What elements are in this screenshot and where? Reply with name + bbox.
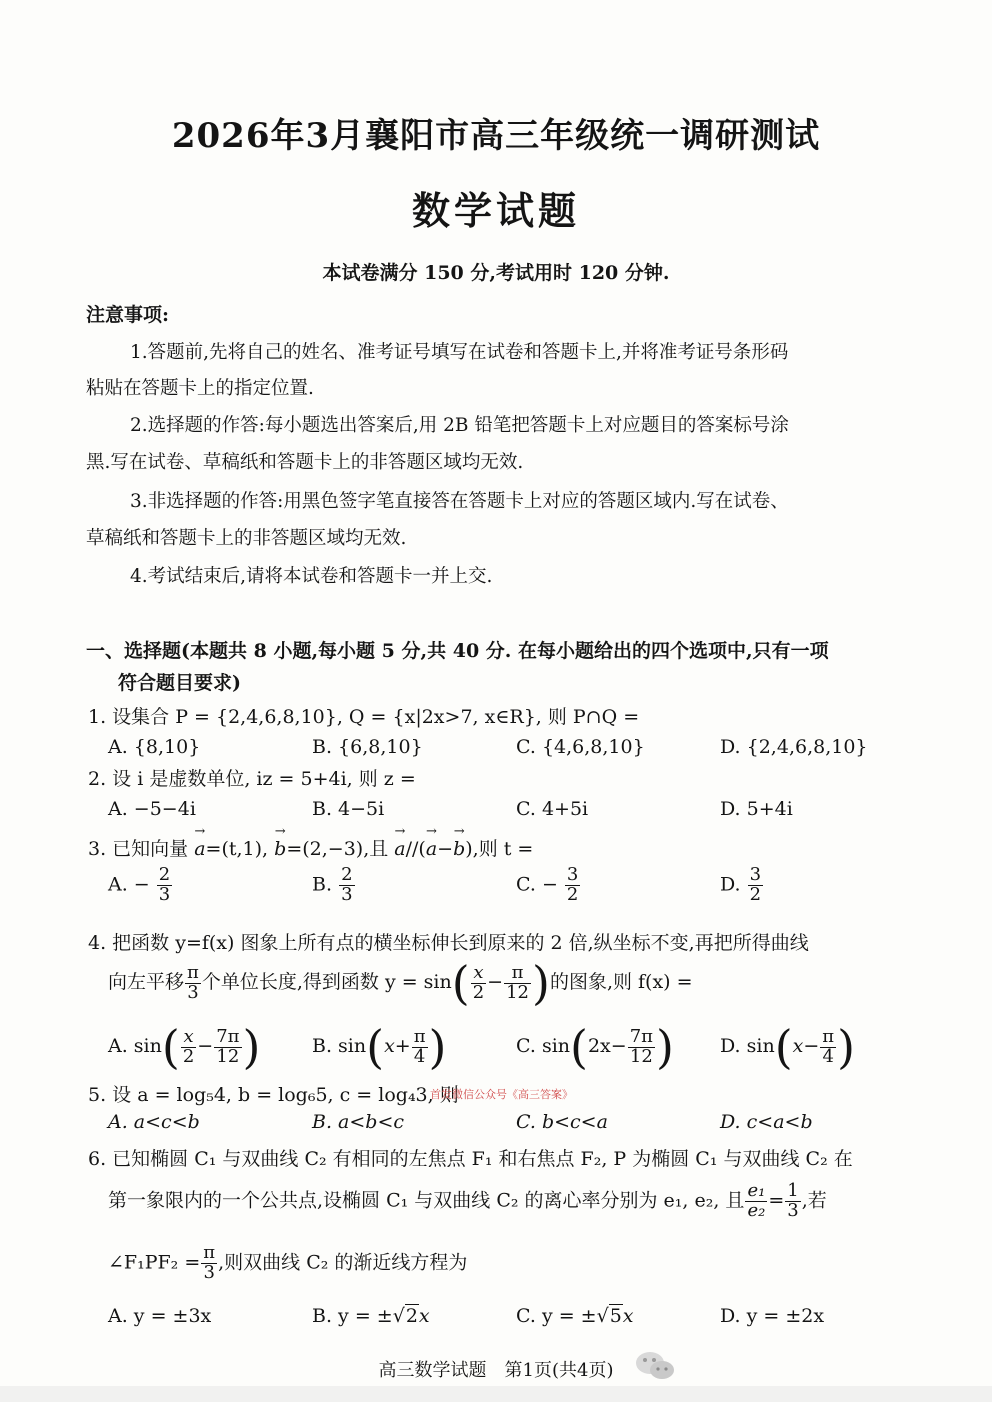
notice-item-2-cont: 黑.写在试卷、草稿纸和答题卡上的非答题区域均无效. (86, 452, 524, 473)
q4-mid: 个单位长度,得到函数 y = sin (201, 971, 452, 993)
q4-x-fraction: $\frac{x}{2}$ (472, 961, 485, 1003)
q3-b-label: B. (312, 873, 333, 896)
question-6-option-a[interactable]: A. y = ±3x (108, 1305, 212, 1327)
q4-c-frac: $\frac{7\pi}{12}$ (629, 1025, 653, 1067)
q3-a-fraction: $\frac{2}{3}$ (158, 864, 171, 905)
notice-heading: 注意事项: (86, 304, 170, 326)
q3-d-label: D. (720, 873, 741, 896)
q4-b-label: B. sin (312, 1035, 367, 1057)
page-footer: 高三数学试题 第1页(共4页) (378, 1360, 614, 1381)
notice-item-2: 2.选择题的作答:每小题选出答案后,用 2B 铅笔把答题卡上对应题目的答案标号涂 (130, 415, 789, 436)
question-1-option-c[interactable]: C. {4,6,8,10} (516, 736, 645, 758)
q4-minus: − (487, 971, 504, 993)
paren-left: ( (161, 1020, 180, 1074)
q6-line2-pre: 第一象限内的一个公共点,设椭圆 C₁ 与双曲线 C₂ 的离心率分别为 e₁, e₂, 且 (108, 1189, 745, 1212)
q4-d-frac: $\frac{\pi}{4}$ (822, 1025, 835, 1067)
q3-c-label: C. − (516, 873, 558, 896)
paren-left: ( (570, 1020, 588, 1074)
q6-c-pre: C. y = ± (516, 1305, 597, 1327)
vector-a: → a (194, 838, 205, 860)
q6-b-post: x (418, 1305, 430, 1327)
notice-item-4: 4.考试结束后,请将本试卷和答题卡一并上交. (130, 566, 493, 587)
question-2-option-a[interactable]: A. −5−4i (108, 798, 196, 820)
q4-b-frac: $\frac{\pi}{4}$ (413, 1025, 426, 1067)
question-2-option-c[interactable]: C. 4+5i (516, 798, 589, 820)
question-5-stem: 5. 设 a = log₅4, b = log₆5, c = log₄3, 则 (88, 1084, 459, 1106)
paren-right: ) (656, 1020, 674, 1074)
question-4-option-a[interactable] (108, 1020, 261, 1074)
q6-ratio-value: $\frac{1}{3}$ (787, 1180, 799, 1221)
vector-a-3: → a (426, 838, 437, 860)
q3-parallel: //( (405, 838, 426, 860)
vector-a-2: → a (394, 838, 405, 860)
q6-e-ratio: $\frac{\text{e₁}}{\text{e₂}}$ (747, 1180, 766, 1221)
question-3-option-b[interactable] (312, 866, 356, 905)
wechat-icon (632, 1349, 678, 1383)
paren-left: ( (774, 1020, 793, 1074)
question-1-option-b[interactable]: B. {6,8,10} (312, 736, 423, 758)
bottom-edge (0, 1386, 992, 1402)
notice-item-1-cont: 粘贴在答题卡上的指定位置. (86, 378, 314, 399)
notice-item-3: 3.非选择题的作答:用黑色签字笔直接答在答题卡上对应的答题区域内.写在试卷、 (130, 491, 789, 512)
sqrt-icon: √ (596, 1305, 609, 1327)
q4-d-label: D. sin (720, 1035, 775, 1057)
question-6-stem-line2 (108, 1182, 827, 1221)
q4-a-frac2: $\frac{7\pi}{12}$ (216, 1025, 240, 1067)
q4-a-minus: − (197, 1035, 214, 1057)
paren-right: ) (428, 1020, 447, 1074)
paren-right: ) (531, 956, 550, 1010)
notice-item-3-cont: 草稿纸和答题卡上的非答题区域均无效. (86, 528, 407, 549)
q3-c-fraction: $\frac{3}{2}$ (566, 864, 579, 905)
q6-b-radicand: 2 (405, 1305, 418, 1327)
q4-pre: 向左平移 (108, 971, 185, 993)
q6-c-radicand: 5 (609, 1305, 622, 1327)
question-6-stem-line3 (108, 1244, 467, 1283)
q3-b-fraction: $\frac{2}{3}$ (341, 864, 353, 905)
q4-c-label: C. sin (516, 1035, 571, 1057)
question-1-option-d[interactable]: D. {2,4,6,8,10} (720, 736, 868, 758)
question-5-option-a[interactable]: A. a<c<b (108, 1111, 200, 1133)
q4-a-label: A. sin (108, 1035, 162, 1057)
question-1-stem: 1. 设集合 P = {2,4,6,8,10}, Q = {x|2x>7, x∈R}, 则 P∩Q = (88, 706, 640, 728)
paren-left: ( (451, 956, 470, 1010)
q4-shift-fraction: $\frac{\pi}{3}$ (187, 961, 199, 1003)
paren-right: ) (242, 1020, 261, 1074)
question-3-option-c[interactable] (516, 866, 581, 905)
question-4-option-b[interactable] (312, 1020, 447, 1074)
q6-angle-fraction: $\frac{\pi}{3}$ (203, 1242, 216, 1283)
question-2-option-b[interactable]: B. 4−5i (312, 798, 385, 820)
sqrt-icon: √ (392, 1305, 405, 1327)
question-2-stem: 2. 设 i 是虚数单位, iz = 5+4i, 则 z = (88, 768, 416, 790)
q6-c-post: x (622, 1305, 634, 1327)
exam-info: 本试卷满分 150 分,考试用时 120 分钟. (322, 262, 670, 284)
q3-minus: − (437, 838, 454, 860)
q4-a-frac1: $\frac{x}{2}$ (182, 1025, 195, 1067)
question-4-stem-line2 (108, 956, 693, 1010)
q4-pi-fraction: $\frac{\pi}{12}$ (506, 961, 529, 1003)
q4-d-pre: x− (792, 1035, 820, 1057)
question-6-option-d[interactable]: D. y = ±2x (720, 1305, 825, 1327)
question-5-option-d[interactable]: D. c<a<b (720, 1111, 813, 1133)
watermark-text: 首发微信公众号《高三答案》 (430, 1088, 573, 1101)
q4-c-pre: 2x− (587, 1035, 627, 1057)
section-heading: 一、选择题(本题共 8 小题,每小题 5 分,共 40 分. 在每小题给出的四个选项中,只有一项 (86, 640, 829, 662)
q3-d-fraction: $\frac{3}{2}$ (749, 864, 762, 905)
q3-b-value: =(2,−3),且 (286, 838, 389, 860)
q3-post: ),则 t = (465, 838, 534, 860)
question-4-option-c[interactable] (516, 1020, 674, 1074)
paren-right: ) (837, 1020, 856, 1074)
notice-item-1: 1.答题前,先将自己的姓名、准考证号填写在试卷和答题卡上,并将准考证号条形码 (130, 342, 789, 363)
question-6-option-c[interactable] (516, 1305, 634, 1327)
exam-title: 2026年3月襄阳市高三年级统一调研测试 (171, 116, 821, 156)
question-6-stem-line1: 6. 已知椭圆 C₁ 与双曲线 C₂ 有相同的左焦点 F₁ 和右焦点 F₂, P 为椭圆 C₁ 与双曲线 C₂ 在 (88, 1148, 853, 1170)
vector-b-2: → b (453, 838, 465, 860)
q3-a-value: =(t,1), (205, 838, 269, 860)
paren-left: ( (366, 1020, 385, 1074)
q6-b-pre: B. y = ± (312, 1305, 393, 1327)
question-5-option-c[interactable]: C. b<c<a (516, 1111, 608, 1133)
question-3-stem (88, 834, 533, 861)
question-2-option-d[interactable]: D. 5+4i (720, 798, 793, 820)
question-4-option-d[interactable] (720, 1020, 856, 1074)
q6-angle: ∠F₁PF₂ = (108, 1251, 201, 1274)
q6-eq: = (768, 1189, 785, 1212)
vector-b: → b (274, 838, 286, 860)
q6-line3-post: ,则双曲线 C₂ 的渐近线方程为 (218, 1251, 468, 1274)
question-3-option-d[interactable] (720, 866, 764, 905)
q6-line2-post: ,若 (801, 1189, 827, 1212)
question-3-option-a[interactable] (108, 866, 173, 905)
q3-a-label: A. − (108, 873, 150, 896)
q3-pre: 3. 已知向量 (88, 838, 189, 860)
question-4-stem-line1: 4. 把函数 y=f(x) 图象上所有点的横坐标伸长到原来的 2 倍,纵坐标不变,再把所得曲线 (88, 932, 809, 954)
question-5-option-b[interactable]: B. a<b<c (312, 1111, 405, 1133)
question-6-option-b[interactable] (312, 1305, 430, 1327)
section-heading-cont: 符合题目要求) (118, 672, 241, 694)
subject-title: 数学试题 (411, 188, 580, 233)
q4-post: 的图象,则 f(x) = (549, 971, 693, 993)
question-1-option-a[interactable]: A. {8,10} (108, 736, 201, 758)
q4-b-pre: x+ (384, 1035, 411, 1057)
